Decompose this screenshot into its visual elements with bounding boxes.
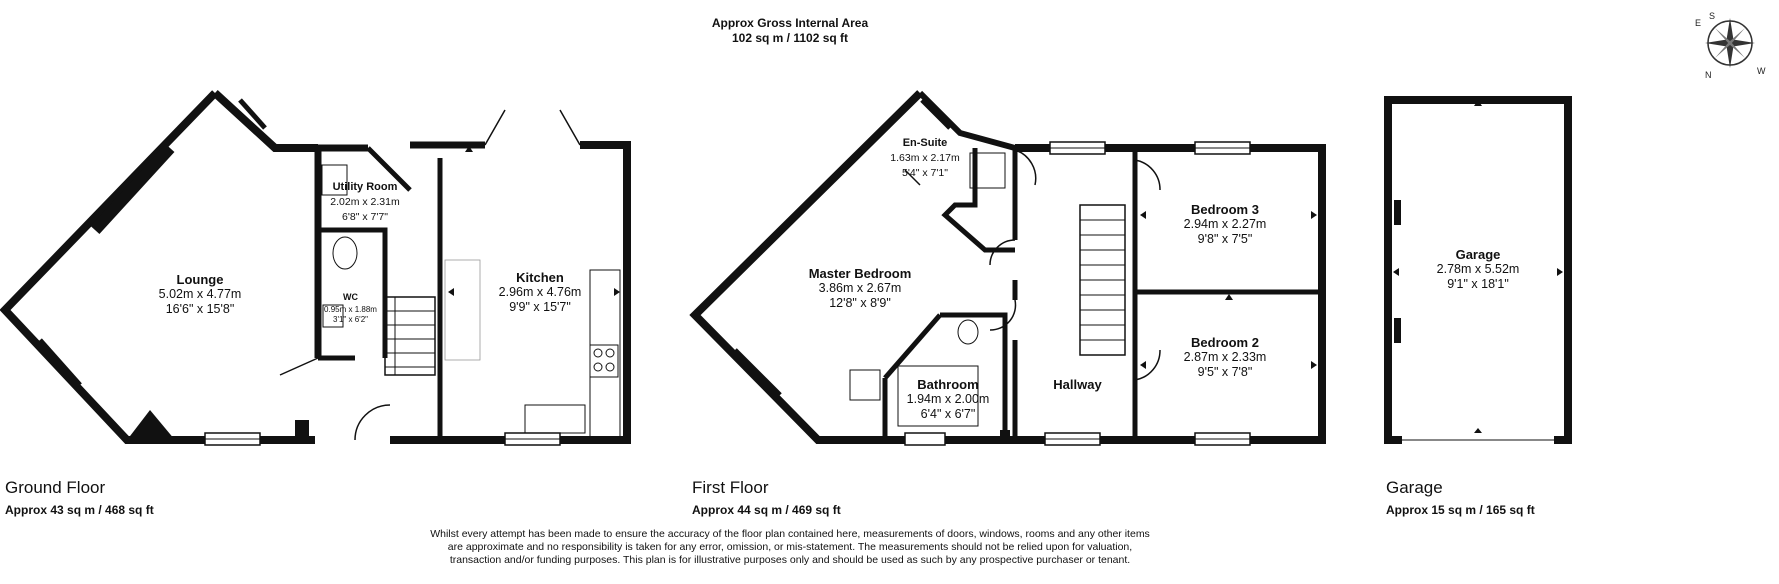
room-metric: 0.95m x 1.88m bbox=[324, 305, 377, 314]
room-metric: 3.86m x 2.67m bbox=[818, 281, 902, 295]
room-imperial: 6'4" x 6'7" bbox=[920, 407, 976, 421]
room-imperial: 9'5" x 7'8" bbox=[1197, 365, 1253, 379]
garage-area: Approx 15 sq m / 165 sq ft bbox=[1386, 503, 1535, 517]
compass-letter-n: N bbox=[1705, 70, 1712, 80]
room-lounge bbox=[140, 272, 260, 317]
room-name: WC bbox=[343, 292, 358, 302]
room-bathroom bbox=[893, 377, 1003, 422]
room-name: Kitchen bbox=[516, 270, 564, 285]
room-imperial: 3'1" x 6'2" bbox=[333, 315, 368, 324]
room-metric: 1.63m x 2.17m bbox=[890, 152, 960, 164]
room-imperial: 5'4" x 7'1" bbox=[902, 167, 948, 179]
room-metric: 1.94m x 2.00m bbox=[906, 392, 990, 406]
ground-floor-title: Ground Floor bbox=[5, 478, 106, 497]
room-metric: 2.02m x 2.31m bbox=[330, 196, 400, 208]
room-name: Lounge bbox=[176, 272, 224, 287]
room-utility bbox=[318, 180, 412, 225]
compass-letter-w: W bbox=[1757, 66, 1766, 76]
disclaimer-text: Whilst every attempt has been made to ensure the accuracy of the floor plan contained here, measurements of doors, windows, rooms and any other items are approximate and no responsibility is taken for any error, omission, or mis-statement. The measurements should not be relied upon for valuation, transaction and/or funding purposes. This plan is for illustrative purposes only and should be used as such by any prospective purchaser or tenant. bbox=[430, 528, 1150, 566]
room-imperial: 16'6" x 15'8" bbox=[165, 302, 235, 316]
room-name: Bathroom bbox=[917, 377, 979, 392]
room-name: En-Suite bbox=[902, 137, 948, 149]
room-name: Bedroom 3 bbox=[1191, 202, 1259, 217]
room-name: Garage bbox=[1455, 247, 1501, 262]
ground-floor-plan bbox=[5, 93, 627, 445]
room-name: Bedroom 2 bbox=[1191, 335, 1259, 350]
room-wc bbox=[318, 290, 383, 325]
room-hallway bbox=[1030, 377, 1125, 392]
room-name: Utility Room bbox=[332, 181, 398, 193]
room-metric: 2.87m x 2.33m bbox=[1183, 350, 1267, 364]
room-metric: 2.78m x 5.52m bbox=[1436, 262, 1520, 276]
room-bedroom-2 bbox=[1160, 335, 1290, 380]
room-name: Hallway bbox=[1053, 377, 1102, 392]
room-master-bedroom bbox=[785, 266, 935, 311]
room-bedroom-3 bbox=[1160, 202, 1290, 247]
room-imperial: 9'1" x 18'1" bbox=[1447, 277, 1509, 291]
first-floor-area: Approx 44 sq m / 469 sq ft bbox=[692, 503, 841, 517]
compass bbox=[1695, 8, 1765, 78]
ground-floor-area: Approx 43 sq m / 468 sq ft bbox=[5, 503, 154, 517]
room-imperial: 6'8" x 7'7" bbox=[342, 211, 388, 223]
gross-area-value: 102 sq m / 1102 sq ft bbox=[731, 31, 849, 45]
room-metric: 2.96m x 4.76m bbox=[498, 285, 582, 299]
room-metric: 5.02m x 4.77m bbox=[158, 287, 242, 301]
compass-letter-s: S bbox=[1709, 11, 1716, 21]
garage-title: Garage bbox=[1386, 478, 1443, 497]
room-garage bbox=[1418, 247, 1538, 292]
room-imperial: 9'8" x 7'5" bbox=[1197, 232, 1253, 246]
first-floor-title: First Floor bbox=[692, 478, 769, 497]
room-imperial: 9'9" x 15'7" bbox=[509, 300, 571, 314]
gross-area-title: Approx Gross Internal Area bbox=[711, 16, 869, 30]
room-metric: 2.94m x 2.27m bbox=[1183, 217, 1267, 231]
room-name: Master Bedroom bbox=[808, 266, 912, 281]
room-ensuite bbox=[885, 136, 965, 181]
compass-rose-icon bbox=[1695, 8, 1765, 78]
compass-letter-e: E bbox=[1695, 18, 1702, 28]
room-imperial: 12'8" x 8'9" bbox=[829, 296, 891, 310]
room-kitchen bbox=[480, 270, 600, 315]
